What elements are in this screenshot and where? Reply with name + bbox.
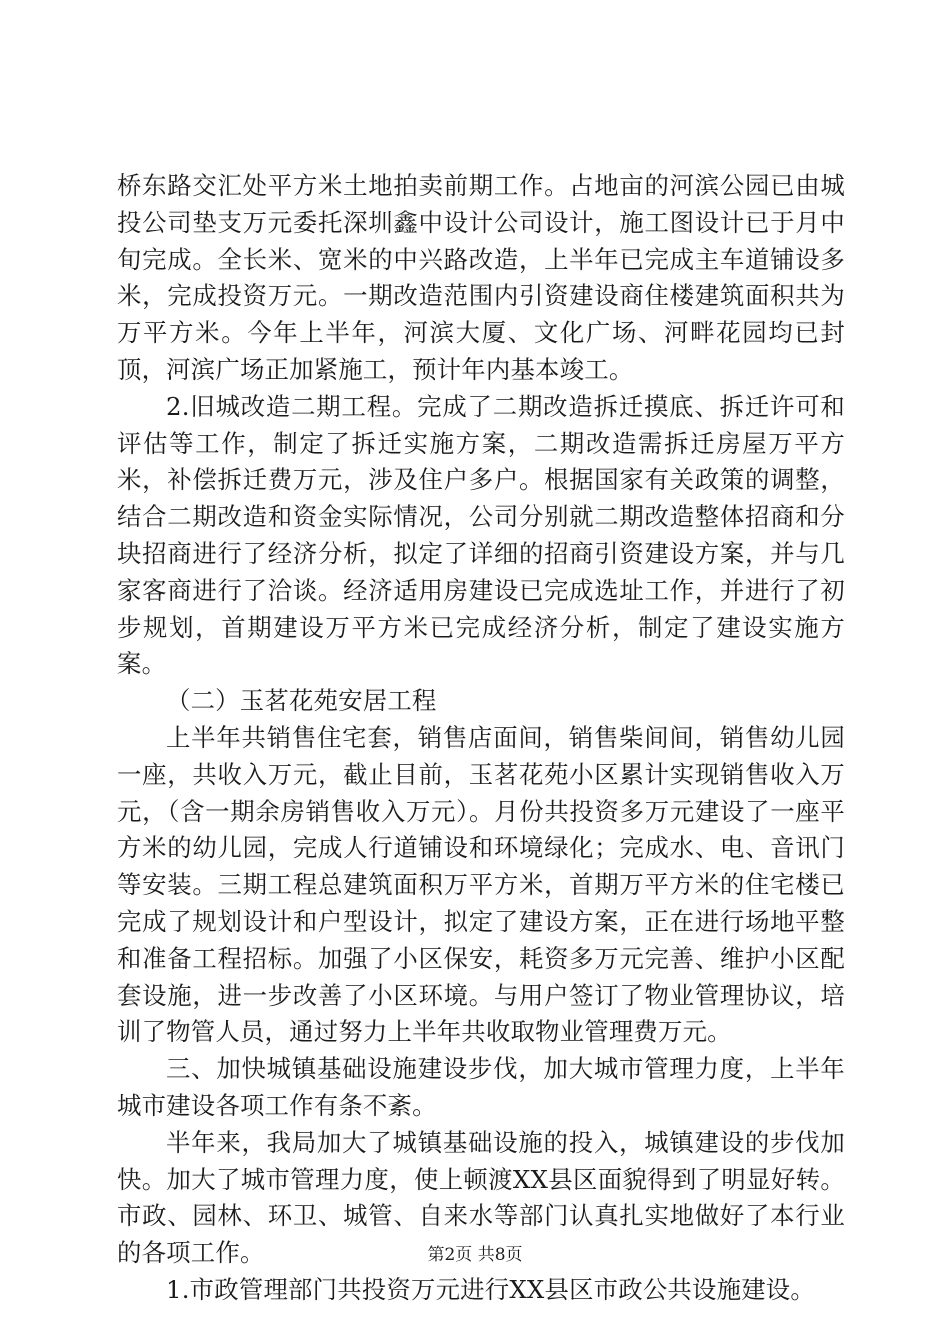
paragraph-old-city-phase-two: 2.旧城改造二期工程。完成了二期改造拆迁摸底、拆迁许可和评估等工作，制定了拆迁实施方案，二期改造需拆迁房屋万平方米，补偿拆迁费万元，涉及住户多户。根据国家有关政策的调整，结合二期改造和资金实际情况，公司分别就二期改造整体招商和分块招商进行了经济分析，拟定了详细的招商引资建设方案，并与几家客商进行了洽谈。经济适用房建设已完成选址工作，并进行了初步规划，首期建设万平方米已完成经济分析，制定了建设实施方案。 bbox=[117, 391, 845, 679]
paragraph-half-year-summary: 半年来，我局加大了城镇基础设施的投入，城镇建设的步伐加快。加大了城市管理力度，使上顿渡XX县区面貌得到了明显好转。市政、园林、环卫、城管、自来水等部门认真扎实地做好了本行业的各项工作。 bbox=[117, 1127, 845, 1268]
section-heading-infrastructure: 三、加快城镇基础设施建设步伐，加大城市管理力度，上半年城市建设各项工作有条不紊。 bbox=[117, 1054, 845, 1120]
paragraph-yuming-garden-sales: 上半年共销售住宅套，销售店面间，销售柴间间，销售幼儿园一座，共收入万元，截止目前，玉茗花苑小区累计实现销售收入万元，（含一期余房销售收入万元）。月份共投资多万元建设了一座平方米的幼儿园，完成人行道铺设和环境绿化；完成水、电、音讯门等安装。三期工程总建筑面积万平方米，首期万平方米的住宅楼已完成了规划设计和户型设计，拟定了建设方案，正在进行场地平整和准备工程招标。加强了小区保安，耗资多万元完善、维护小区配套设施，进一步改善了小区环境。与用户签订了物业管理协议，培训了物管人员，通过努力上半年共收取物业管理费万元。 bbox=[117, 722, 845, 1047]
document-body bbox=[117, 168, 845, 1309]
section-heading-yuming-garden: （二）玉茗花苑安居工程 bbox=[166, 686, 437, 716]
page-number-footer: 第2页 共8页 bbox=[427, 1245, 523, 1265]
paragraph-municipal-investment: 1.市政管理部门共投资万元进行XX县区市政公共设施建设。 bbox=[166, 1274, 815, 1304]
paragraph-continued: 桥东路交汇处平方米土地拍卖前期工作。占地亩的河滨公园已由城投公司垫支万元委托深圳鑫中设计公司设计，施工图设计已于月中旬完成。全长米、宽米的中兴路改造，上半年已完成主车道铺设多米，完成投资万元。一期改造范围内引资建设商住楼建筑面积共为万平方米。今年上半年，河滨大厦、文化广场、河畔花园均已封顶，河滨广场正加紧施工，预计年内基本竣工。 bbox=[117, 171, 845, 384]
